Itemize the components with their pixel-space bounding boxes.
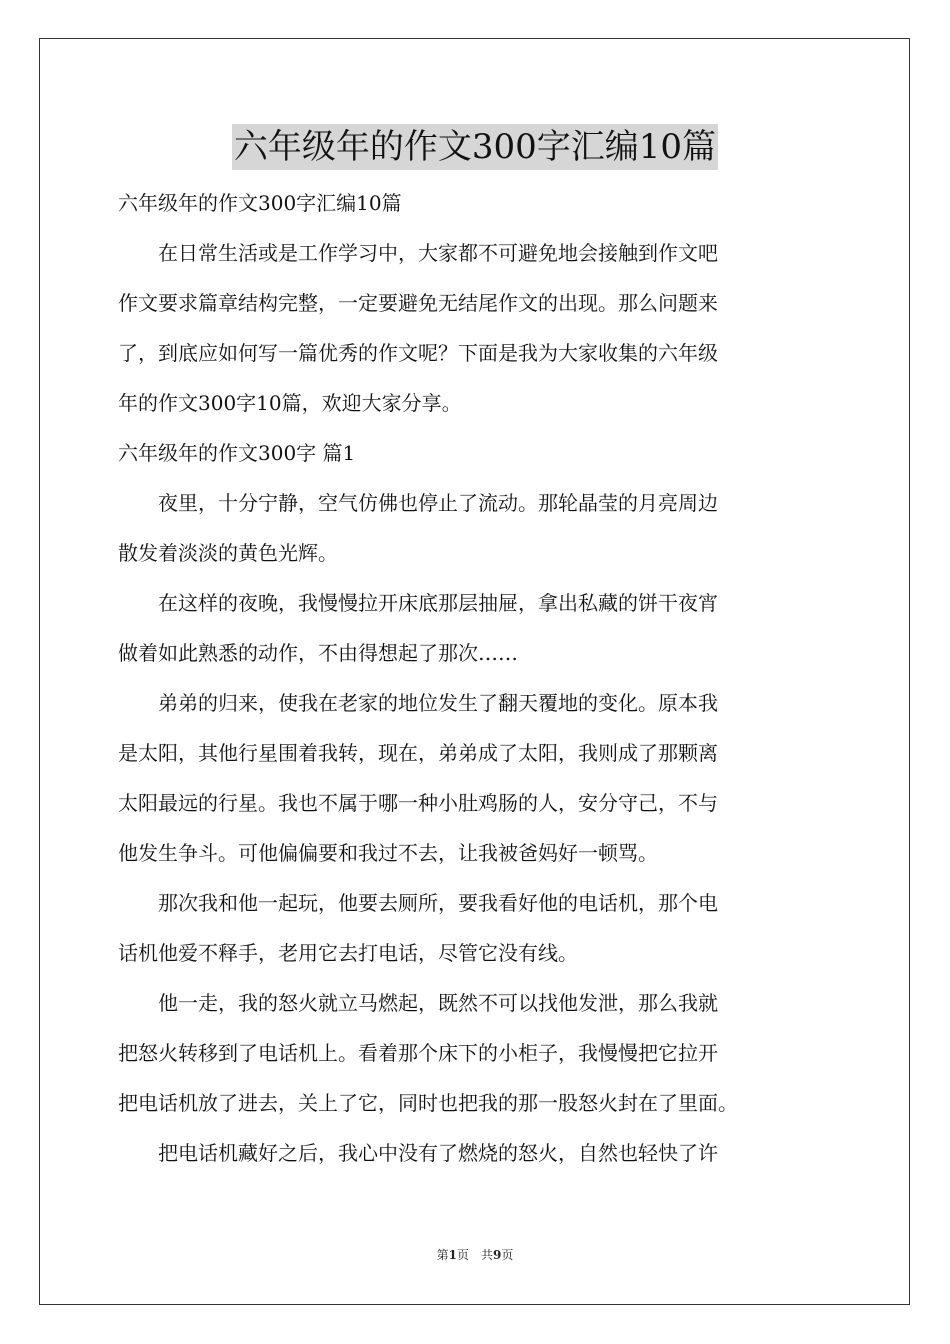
paragraph-line: 把电话机藏好之后，我心中没有了燃烧的怒火，自然也轻快了许 [118, 1141, 718, 1165]
paragraph-line: 他一走，我的怒火就立马燃起，既然不可以找他发泄，那么我就 [118, 991, 718, 1015]
paragraph-line: 年的作文300字10篇，欢迎大家分享。 [118, 391, 462, 415]
paragraph-line: 那次我和他一起玩，他要去厕所，要我看好他的电话机，那个电 [118, 891, 718, 915]
paragraph-line: 了，到底应如何写一篇优秀的作文呢？下面是我为大家收集的六年级 [118, 341, 718, 365]
paragraph-line: 做着如此熟悉的动作，不由得想起了那次…… [118, 641, 518, 665]
paragraph-line: 他发生争斗。可他偏偏要和我过不去，让我被爸妈好一顿骂。 [118, 841, 658, 865]
footer-mid: 页 共 [456, 1248, 493, 1262]
footer-total-pages: 9 [493, 1248, 502, 1262]
document-body [118, 178, 840, 1178]
paragraph-line: 话机他爱不释手，老用它去打电话，尽管它没有线。 [118, 941, 578, 965]
title-area [0, 124, 950, 170]
paragraph-line: 把电话机放了进去，关上了它，同时也把我的那一股怒火封在了里面。 [118, 1091, 738, 1115]
section-heading: 六年级年的作文300字 篇1 [118, 441, 356, 465]
paragraph-line: 在这样的夜晚，我慢慢拉开床底那层抽屉，拿出私藏的饼干夜宵 [118, 591, 718, 615]
subtitle-line: 六年级年的作文300字汇编10篇 [118, 191, 402, 215]
paragraph-line: 在日常生活或是工作学习中，大家都不可避免地会接触到作文吧 [118, 241, 718, 265]
paragraph-line: 把怒火转移到了电话机上。看着那个床下的小柜子，我慢慢把它拉开 [118, 1041, 718, 1065]
page-title: 六年级年的作文300字汇编10篇 [232, 124, 718, 170]
paragraph-line: 散发着淡淡的黄色光辉。 [118, 541, 338, 565]
paragraph-line: 是太阳，其他行星围着我转，现在，弟弟成了太阳，我则成了那颗离 [118, 741, 718, 765]
footer-prefix: 第 [436, 1248, 449, 1262]
paragraph-line: 太阳最远的行星。我也不属于哪一种小肚鸡肠的人，安分守己，不与 [118, 791, 718, 815]
footer-suffix: 页 [501, 1248, 514, 1262]
paragraph-line: 作文要求篇章结构完整，一定要避免无结尾作文的出现。那么问题来 [118, 291, 718, 315]
paragraph-line: 弟弟的归来，使我在老家的地位发生了翻天覆地的变化。原本我 [118, 691, 718, 715]
paragraph-line: 夜里，十分宁静，空气仿佛也停止了流动。那轮晶莹的月亮周边 [118, 491, 718, 515]
page-footer [0, 1246, 950, 1263]
footer-page-number: 1 [448, 1248, 457, 1262]
